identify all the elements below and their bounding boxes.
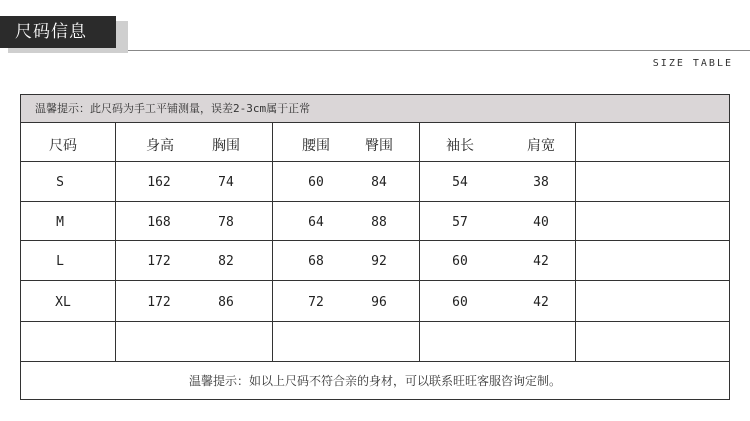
table-cell: 74	[218, 175, 234, 190]
table-cell: 60	[452, 295, 468, 310]
table-cell: 72	[308, 295, 324, 310]
table-cell: 92	[371, 254, 387, 269]
table-cell: L	[56, 254, 64, 269]
table-cell: 64	[308, 215, 324, 230]
column-header: 尺码	[49, 138, 77, 154]
table-cell: 84	[371, 175, 387, 190]
table-cell: 168	[147, 215, 171, 230]
empty-row	[21, 322, 729, 362]
table-cell: 172	[147, 254, 171, 269]
table-cell: M	[56, 215, 64, 230]
size-table	[20, 94, 730, 400]
table-cell: 82	[218, 254, 234, 269]
table-cell: 78	[218, 215, 234, 230]
table-cell: 42	[533, 295, 549, 310]
table-cell: 42	[533, 254, 549, 269]
table-cell: 57	[452, 215, 468, 230]
column-header: 胸围	[212, 138, 240, 154]
table-cell: 38	[533, 175, 549, 190]
table-cell: 96	[371, 295, 387, 310]
column-header: 袖长	[446, 138, 474, 154]
table-cell: 172	[147, 295, 171, 310]
table-cell: 54	[452, 175, 468, 190]
table-cell: 68	[308, 254, 324, 269]
column-divider	[272, 123, 273, 362]
column-header: 身高	[146, 138, 174, 154]
table-cell: 40	[533, 215, 549, 230]
title-divider	[128, 50, 750, 51]
size-table-label: SIZE TABLE	[652, 58, 733, 69]
table-cell: 162	[147, 175, 171, 190]
section-title-tab	[0, 16, 128, 51]
column-divider	[575, 123, 576, 362]
column-divider	[115, 123, 116, 362]
table-cell: S	[56, 175, 64, 190]
column-divider	[419, 123, 420, 362]
column-header: 肩宽	[527, 138, 555, 154]
customization-note: 温馨提示：如以上尺码不符合亲的身材，可以联系旺旺客服咨询定制。	[188, 374, 561, 388]
table-cell: 88	[371, 215, 387, 230]
table-cell: 60	[308, 175, 324, 190]
table-cell: 60	[452, 254, 468, 269]
measurement-tip: 温馨提示：此尺码为手工平铺测量，误差2-3cm属于正常	[21, 95, 729, 123]
column-header: 臀围	[365, 138, 393, 154]
column-header: 腰围	[302, 138, 330, 154]
table-cell: XL	[55, 295, 71, 310]
table-cell: 86	[218, 295, 234, 310]
section-title: 尺码信息	[0, 16, 116, 48]
